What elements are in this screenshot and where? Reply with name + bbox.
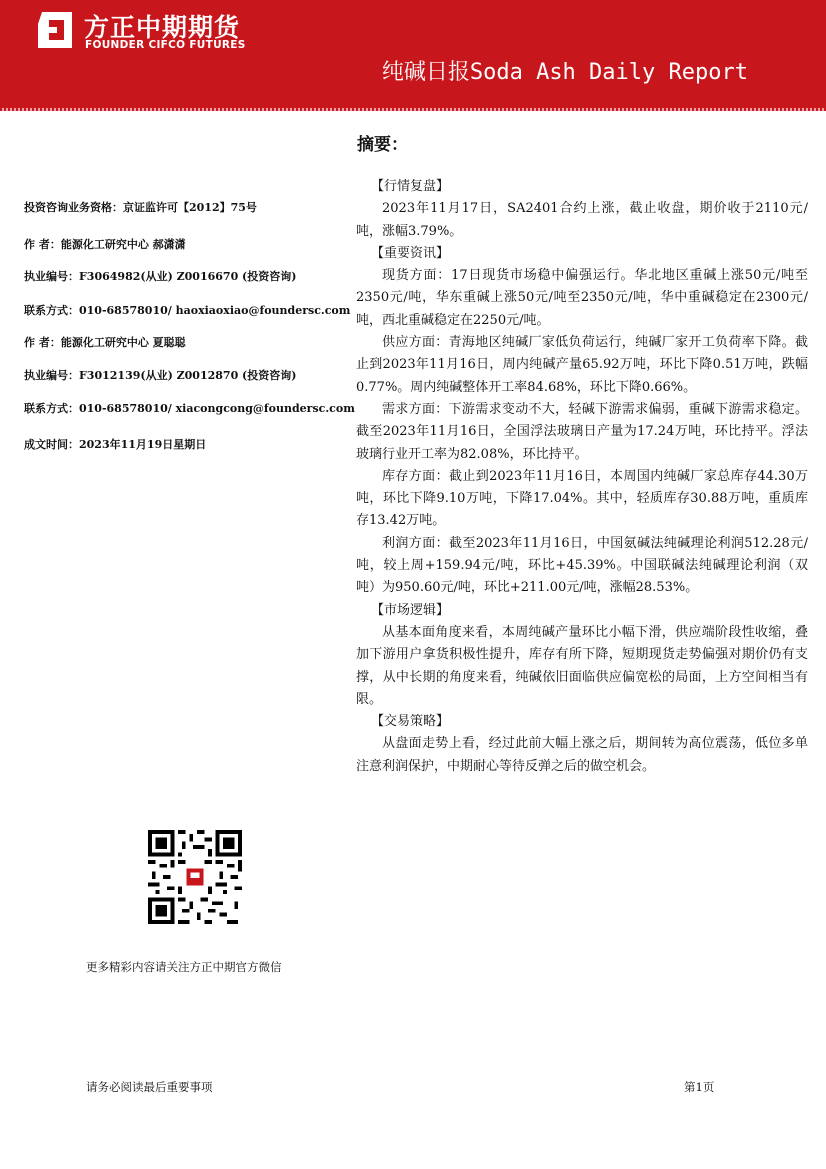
section-heading: 【交易策略】: [370, 714, 449, 730]
brand-name-cn: 方正中期期货: [84, 13, 241, 42]
founder-logo-icon: [36, 10, 76, 50]
market-review-paragraph: 2023年11月17日，SA2401合约上涨，截止收盘，期价收于2110元/吨，涨幅3.79%。: [356, 201, 808, 239]
trading-strategy-paragraph: 从盘面走势上看，经过此前大幅上涨之后，期间转为高位震荡，低位多单注意利润保护，中期耐心等待反弹之后的做空机会。: [356, 736, 808, 774]
cert-number-line: 执业编号：F3012139(从业) Z0012870 (投资咨询): [24, 369, 297, 382]
market-logic-paragraph: 从基本面角度来看，本周纯碱产量环比小幅下滑，供应端阶段性收缩，叠加下游用户拿货积极性提升，库存有所下降，短期现货走势偏强对期价仍有支撑，从中长期的角度来看，纯碱依旧面临供应偏宽松的局面，上方空间相当有限。: [356, 624, 808, 707]
header-divider: [0, 108, 826, 111]
section-heading: 【市场逻辑】: [370, 602, 449, 618]
page-number: 第1页: [684, 1080, 715, 1094]
section-heading: 【行情复盘】: [370, 179, 449, 194]
abstract-body: [356, 176, 808, 778]
report-title: 纯碱日报Soda Ash Daily Report: [381, 60, 748, 85]
abstract-title: 摘要：: [357, 135, 408, 155]
contact-line: 联系方式：010-68578010/ haoxiaoxiao@foundersc.com: [24, 304, 351, 317]
date-line: 成文时间：2023年11月19日星期日: [24, 438, 207, 451]
section-heading: 【重要资讯】: [370, 245, 449, 261]
inventory-paragraph: 库存方面：截止到2023年11月16日，本周国内纯碱厂家总库存44.30万吨，环比下降9.10万吨，下降17.04%。其中，轻质库存30.88万吨，重质库存13.42万吨。: [356, 468, 808, 529]
cert-number-line: 执业编号：F3064982(从业) Z0016670 (投资咨询): [24, 270, 297, 283]
footer-disclaimer: 请务必阅读最后重要事项: [86, 1080, 213, 1094]
license-line: 投资咨询业务资格：京证监许可【2012】75号: [24, 201, 257, 214]
spot-paragraph: 现货方面：17日现货市场稳中偏强运行。华北地区重碱上涨50元/吨至2350元/吨，华东重碱上涨50元/吨至2350元/吨，华中重碱稳定在2300元/吨，西北重碱稳定在2250元/吨。: [356, 268, 808, 328]
contact-line: 联系方式：010-68578010/ xiacongcong@foundersc.com: [24, 402, 355, 415]
author-line: 作 者：能源化工研究中心 夏聪聪: [24, 336, 186, 349]
report-header: [0, 0, 826, 108]
brand-name-en: FOUNDER CIFCO FUTURES: [85, 39, 246, 51]
author-line: 作 者：能源化工研究中心 郝潇潇: [24, 238, 186, 251]
demand-paragraph: 需求方面：下游需求变动不大，轻碱下游需求偏弱，重碱下游需求稳定。截至2023年11月16日，全国浮法玻璃日产量为17.24万吨，环比持平。浮法玻璃行业开工率为82.08%，环比持平。: [356, 401, 808, 462]
qr-caption: 更多精彩内容请关注方正中期官方微信: [86, 960, 282, 974]
profit-paragraph: 利润方面：截至2023年11月16日，中国氨碱法纯碱理论利润512.28元/吨，较上周+159.94元/吨，环比+45.39%。中国联碱法纯碱理论利润（双吨）为950.60元/吨，环比+211.00元/吨，涨幅28.53%。: [356, 535, 808, 596]
qr-code-icon: [148, 830, 242, 924]
supply-paragraph: 供应方面：青海地区纯碱厂家低负荷运行，纯碱厂家开工负荷率下降。截止到2023年11月16日，周内纯碱产量65.92万吨，环比下降0.51万吨，跌幅0.77%。周内纯碱整体开工率84.68%，环比下降0.66%。: [356, 335, 808, 395]
